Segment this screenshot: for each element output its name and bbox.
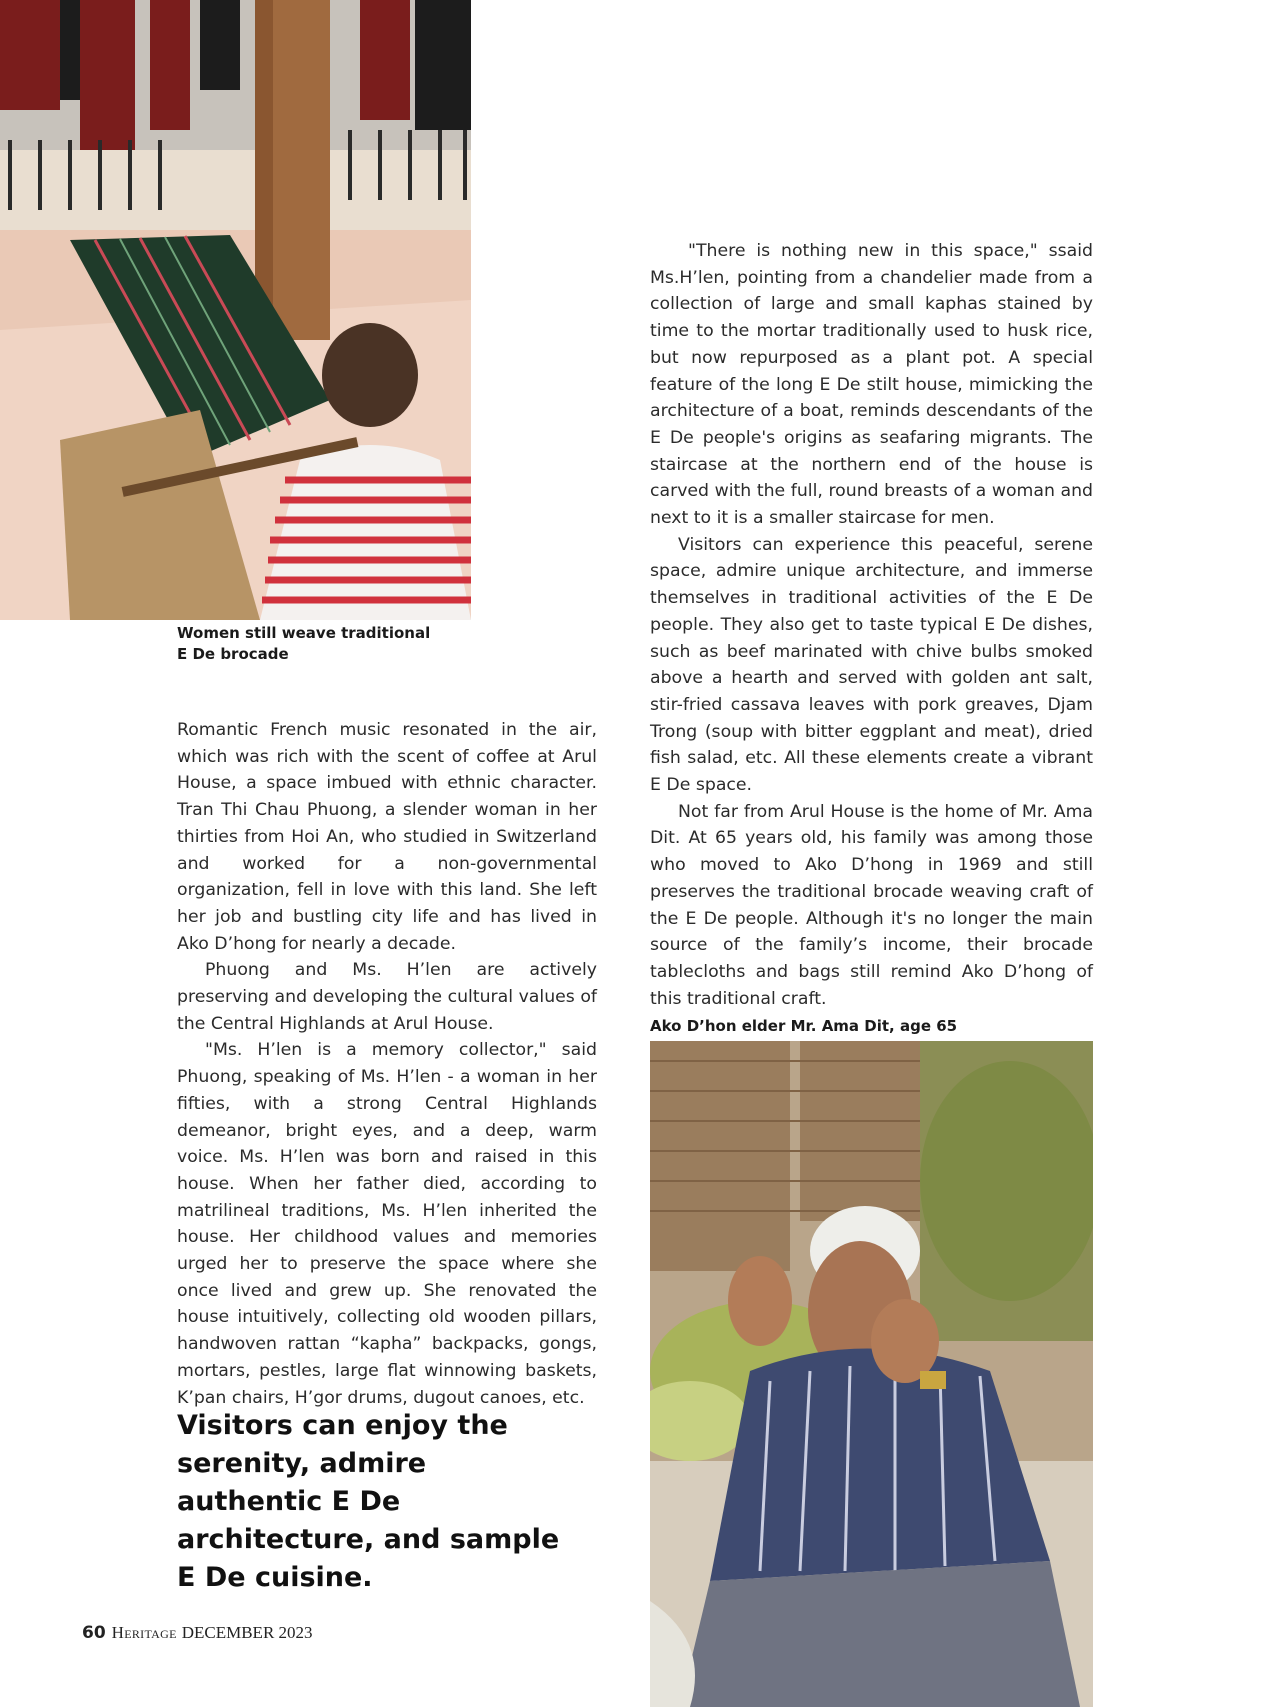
article-paragraph: Phuong and Ms. H’len are actively preserving and developing the cultural values of the Central Highlands at Arul House. xyxy=(177,960,597,1034)
magazine-name: Heritage xyxy=(111,1623,177,1642)
weaving-photo-caption: Women still weave traditional E De brocade xyxy=(177,624,431,663)
article-paragraph: Visitors can experience this peaceful, serene space, admire unique architecture, and immerse themselves in traditional activities of the E De people. They also get to taste typical E De dishes, such as beef marinated with chive bulbs smoked above a hearth and served with golden ant salt, stir-fried cassava leaves with pork greaves, Djam Trong (soup with bitter eggplant and meat), dried fish salad, etc. All these elements create a vibrant E De space. xyxy=(650,534,1093,796)
article-paragraph: Not far from Arul House is the home of Mr. Ama Dit. At 65 years old, his family was among those who moved to Ako D’hong in 1969 and still preserves the traditional brocade weaving craft of the E De people. Although it's no longer the main source of the family’s income, their brocade tablecloths and bags still remind Ako D’hong of this traditional craft. xyxy=(650,801,1093,1009)
elder-photo-caption: Ako D’hon elder Mr. Ama Dit, age 65 xyxy=(650,1017,958,1035)
right-article-column xyxy=(650,238,1093,1012)
page-number: 60 xyxy=(82,1623,106,1643)
pull-quote: Visitors can enjoy the serenity, admire authentic E De architecture, and sample E De cuisine. xyxy=(177,1410,560,1593)
weaving-photo xyxy=(0,0,471,620)
elder-photo xyxy=(650,1041,1093,1707)
article-paragraph: "There is nothing new in this space," ssaid Ms.H’len, pointing from a chandelier made from a collection of large and small kaphas stained by time to the mortar traditionally used to husk rice, but now repurposed as a plant pot. A special feature of the long E De stilt house, mimicking the architecture of a boat, reminds descendants of the E De people's origins as seafaring migrants. The staircase at the northern end of the house is carved with the full, round breasts of a woman and next to it is a smaller staircase for men. xyxy=(650,241,1093,529)
left-article-column xyxy=(177,717,597,1411)
page-footer xyxy=(82,1623,313,1643)
issue-date: DECEMBER 2023 xyxy=(181,1623,313,1642)
article-paragraph: "Ms. H’len is a memory collector," said Phuong, speaking of Ms. H’len - a woman in her fifties, with a strong Central Highlands demeanor, bright eyes, and a deep, warm voice. Ms. H’len was born and raised in this house. When her father died, according to matrilineal traditions, Ms. H’len inherited the house. Her childhood values and memories urged her to preserve the space where she once lived and grew up. She renovated the house intuitively, collecting old wooden pillars, handwoven rattan “kapha” backpacks, gongs, mortars, pestles, large flat winnowing baskets, K’pan chairs, H’gor drums, dugout canoes, etc. xyxy=(177,1040,597,1408)
article-paragraph: Romantic French music resonated in the air, which was rich with the scent of coffee at Arul House, a space imbued with ethnic character. Tran Thi Chau Phuong, a slender woman in her thirties from Hoi An, who studied in Switzerland and worked for a non-governmental organization, fell in love with this land. She left her job and bustling city life and has lived in Ako D’hong for nearly a decade. xyxy=(177,720,597,954)
